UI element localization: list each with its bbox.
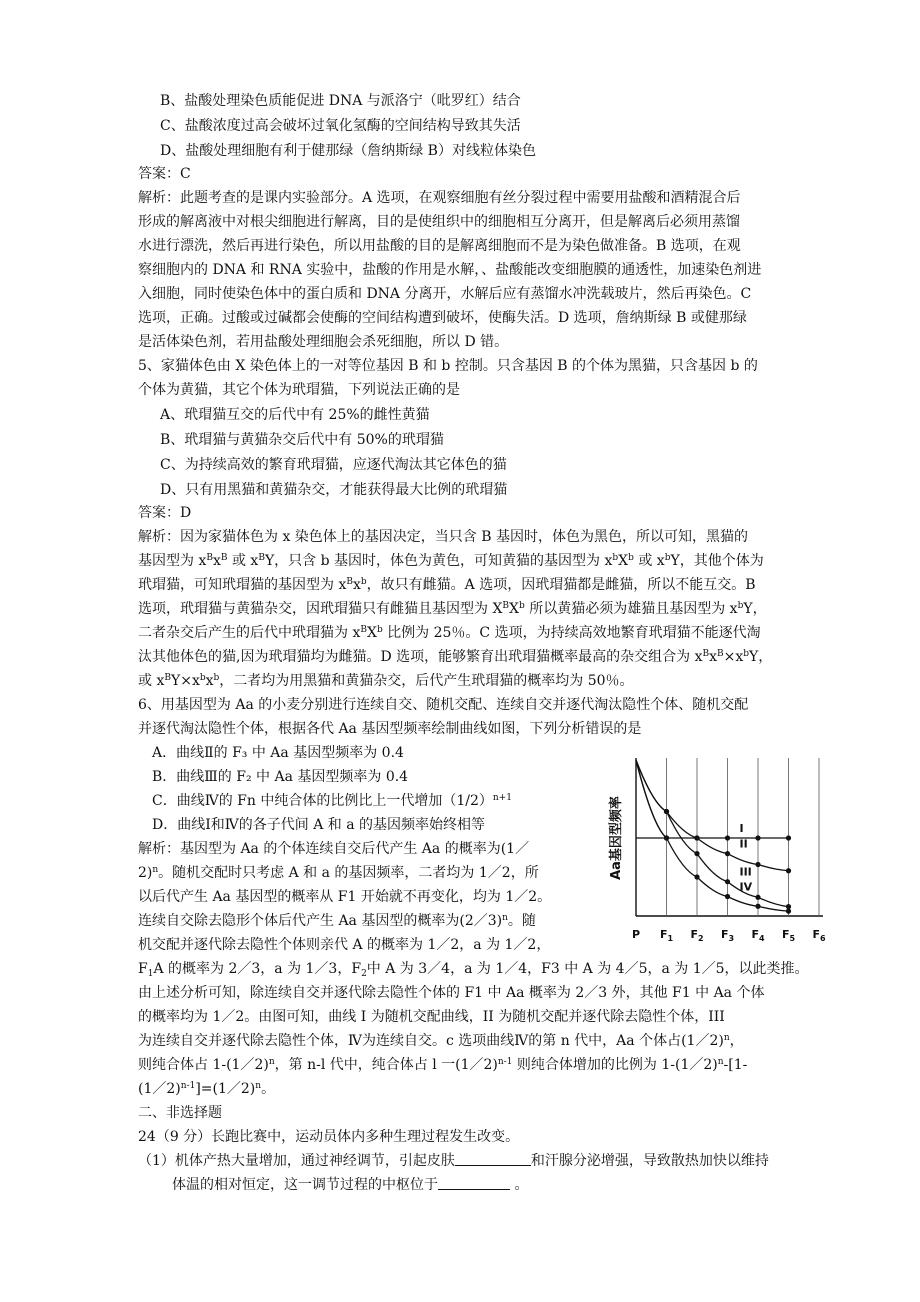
q4-explanation-line: 水进行漂洗，然后再进行染色，所以用盐酸的目的是解离细胞而不是为染色做准备。B 选项，在观 xyxy=(138,238,741,254)
chart-labels xyxy=(608,796,826,943)
q24-stem: 24（9 分）长跑比赛中，运动员体内多种生理过程发生改变。 xyxy=(138,1129,520,1145)
data-point xyxy=(755,835,760,840)
series-line-III xyxy=(636,760,789,907)
data-point xyxy=(664,835,669,840)
q5-option-a: A、玳瑁猫互交的后代中有 25%的雌性黄猫 xyxy=(160,407,430,423)
data-point xyxy=(786,904,791,909)
q5-answer: 答案：D xyxy=(138,505,192,521)
q4-option-c: C、盐酸浓度过高会破坏过氧化氢酶的空间结构导致其失活 xyxy=(160,118,521,134)
data-point xyxy=(694,851,699,856)
data-point xyxy=(786,909,791,914)
q6-explanation-line: 2)$^n$。随机交配时只考虑 A 和 a 的基因频率，二者均为 1／2，所 xyxy=(138,865,539,881)
q6-explanation-line: 解析：基因型为 Aa 的个体连续自交后代产生 Aa 的概率为(1／ xyxy=(138,841,530,857)
series-line-IV xyxy=(636,760,789,911)
q24-part-1-cont: 体温的相对恒定，这一调节过程的中枢位于 。 xyxy=(172,1177,529,1193)
data-point xyxy=(725,894,730,899)
q4-answer: 答案：C xyxy=(138,166,191,182)
q4-explanation-line: 选项，正确。过酸或过碱都会使酶的空间结构遭到破坏，使酶失活。D 选项，詹纳斯绿 B 或健那绿 xyxy=(138,310,747,326)
data-point xyxy=(786,868,791,873)
x-tick-label: $F_2$ xyxy=(690,928,704,943)
q4-explanation-line: 是活体染色剂，若用盐酸处理细胞会杀死细胞，所以 D 错。 xyxy=(138,334,509,350)
q6-explanation-line: 由上述分析可知，除连续自交并逐代除去隐性个体的 F1 中 Aa 概率为 2／3 外，其他 F1 中 Aa 个体 xyxy=(138,985,765,1001)
series-label: II xyxy=(739,837,748,851)
q6-option-c: C．曲线Ⅳ的 Fn 中纯合体的比例比上一代增加$(1/2)^{n+1}$ xyxy=(152,793,512,809)
aa-frequency-chart xyxy=(600,752,840,952)
q5-option-c: C、为持续高效的繁育玳瑁猫，应逐代淘汰其它体色的猫 xyxy=(160,457,507,473)
q4-explanation-line: 解析：此题考查的是课内实验部分。A 选项，在观察细胞有丝分裂过程中需要用盐酸和酒精混合后 xyxy=(138,190,741,206)
q5-explanation-line: 玳瑁猫，可知玳瑁猫的基因型为 $x^Bx^b$，故只有雌猫。A 选项，因玳瑁猫都是雌猫，所以不能互交。B xyxy=(138,577,756,593)
q6-explanation-line: 以后代产生 Aa 基因型的概率从 F1 开始就不再变化，均为 1／2。 xyxy=(138,889,552,905)
q6-explanation-line: (1／2)$^{n-1}$]=(1／2)$^n$。 xyxy=(138,1081,276,1097)
x-tick-label: $F_4$ xyxy=(751,928,765,943)
q6-option-d: D．曲线Ⅰ和Ⅳ的各子代间 A 和 a 的基因频率始终相等 xyxy=(152,817,485,833)
x-tick-label: $F_3$ xyxy=(720,928,735,943)
series-label: I xyxy=(739,822,744,835)
q6-explanation-line: 连续自交除去隐形个体后代产生 Aa 基因型的概率为(2／3)$^n$。随 xyxy=(138,913,536,929)
q6-stem: 并逐代淘汰隐性个体，根据各代 Aa 基因型频率绘制曲线如图，下列分析错误的是 xyxy=(138,721,642,737)
data-point xyxy=(664,809,669,814)
series-line-I xyxy=(636,760,789,838)
series-label: III xyxy=(739,865,752,879)
data-point xyxy=(755,895,760,900)
q6-stem: 6、用基因型为 Aa 的小麦分别进行连续自交、随机交配、连续自交并逐代淘汰隐性个体、随机交配 xyxy=(138,697,749,713)
series-label: IV xyxy=(739,880,753,894)
data-point xyxy=(725,851,730,856)
q6-explanation-line: 的概率均为 1／2。由图可知，曲线 I 为随机交配曲线，II 为随机交配并逐代除去隐性个体，III xyxy=(138,1009,725,1025)
x-tick-label: $F_6$ xyxy=(812,928,826,943)
q5-explanation-line: 解析：因为家猫体色为 x 染色体上的基因决定，当只含 B 基因时，体色为黑色，所以可知，黑猫的 xyxy=(138,529,748,545)
q5-explanation-line: 或 $x^BY\times x^bx^b$，二者均为用黑猫和黄猫杂交，后代产生玳瑁猫的概率均为 50％。 xyxy=(138,673,634,689)
answer-blank[interactable] xyxy=(455,1152,531,1166)
data-point xyxy=(694,874,699,879)
data-point xyxy=(786,835,791,840)
x-tick-label: $F_1$ xyxy=(659,928,674,943)
q4-option-d: D、盐酸处理细胞有利于健那绿（詹纳斯绿 B）对线粒体染色 xyxy=(160,143,536,159)
data-point xyxy=(725,835,730,840)
q4-explanation-line: 察细胞内的 DNA 和 RNA 实验中，盐酸的作用是水解，、盐酸能改变细胞膜的通透性，加速染色剂进 xyxy=(138,262,762,278)
y-axis-label: Aa基因型频率 xyxy=(609,796,624,880)
q5-option-d: D、只有用黑猫和黄猫杂交，才能获得最大比例的玳瑁猫 xyxy=(160,482,508,498)
q5-explanation-line: 二者杂交后产生的后代中玳瑁猫为 $x^BX^b$ 比例为 25％。C 选项，为持续高效地繁育玳瑁猫不能逐代淘 xyxy=(138,625,761,641)
q4-explanation-line: 形成的解离液中对根尖细胞进行解离，目的是使组织中的细胞相互分离开，但是解离后必须用蒸馏 xyxy=(138,214,740,230)
q6-option-b: B．曲线Ⅲ的 F₂ 中 Aa 基因型频率为 0.4 xyxy=(152,769,409,785)
q5-explanation-line: 选项，玳瑁猫与黄猫杂交，因玳瑁猫只有雌猫且基因型为 $X^BX^b$ 所以黄猫必须为雄猫且基因型为 $x^bY$， xyxy=(138,601,767,617)
answer-blank[interactable] xyxy=(438,1176,510,1190)
q6-explanation-line: 则纯合体占 1-(1／2)$^n$，第 n-l 代中，纯合体占 l 一(1／2)$^{n-1}$ 则纯合体增加的比例为 1-(1／2)$^n$-[1- xyxy=(138,1057,748,1073)
q4-explanation-line: 入细胞，同时使染色体中的蛋白质和 DNA 分离开，水解后应有蒸馏水冲洗载玻片，然后再染色。C xyxy=(138,286,752,302)
chart-canvas xyxy=(600,752,840,952)
q6-explanation-line: 为连续自交并逐代除去隐性个体，Ⅳ为连续自交。c 选项曲线Ⅳ的第 n 代中，Aa 个体占(1／2)$^n$， xyxy=(138,1033,744,1049)
q5-explanation-line: 基因型为 $x^Bx^B$ 或 $x^BY$，只含 b 基因时，体色为黄色，可知黄猫的基因型为 $x^bX^b$ 或 $x^bY$，其他个体为 xyxy=(138,553,764,569)
q4-option-b: B、盐酸处理染色质能促进 DNA 与派洛宁（吡罗红）结合 xyxy=(160,93,521,109)
q5-option-b: B、玳瑁猫与黄猫杂交后代中有 50%的玳瑁猫 xyxy=(160,432,444,448)
q6-option-a: A．曲线Ⅱ的 F₃ 中 Aa 基因型频率为 0.4 xyxy=(152,745,404,761)
x-tick-label: P xyxy=(631,928,641,941)
data-point xyxy=(694,835,699,840)
x-tick-label: $F_5$ xyxy=(781,928,796,943)
section-heading: 二、非选择题 xyxy=(138,1105,222,1121)
q6-explanation-line: $F_1A$ 的概率为 2／3，a 为 1／3，$F_2$中 A 为 3／4，a 为 1／4，F3 中 A 为 4／5，a 为 1／5，以此类推。 xyxy=(138,961,809,979)
series-line-II xyxy=(636,760,789,871)
data-point xyxy=(755,862,760,867)
q5-stem: 5、家猫体色由 X 染色体上的一对等位基因 B 和 b 控制。只含基因 B 的个体为黑猫，只含基因 b 的 xyxy=(138,358,758,374)
q6-explanation-line: 机交配并逐代除去隐性个体则亲代 A 的概率为 1／2，a 为 1／2， xyxy=(138,937,551,953)
q24-part-1: （1）机体产热大量增加，通过神经调节，引起皮肤 和汗腺分泌增强，导致散热加快以维持 xyxy=(138,1153,769,1169)
q5-stem: 个体为黄猫，其它个体为玳瑁猫，下列说法正确的是 xyxy=(138,382,460,398)
q5-explanation-line: 汰其他体色的猫,因为玳瑁猫均为雌猫。D 选项，能够繁育出玳瑁猫概率最高的杂交组合为 $x^Bx^B\times x^bY$， xyxy=(138,649,773,665)
data-point xyxy=(755,904,760,909)
data-point xyxy=(725,879,730,884)
chart-series xyxy=(636,760,789,911)
